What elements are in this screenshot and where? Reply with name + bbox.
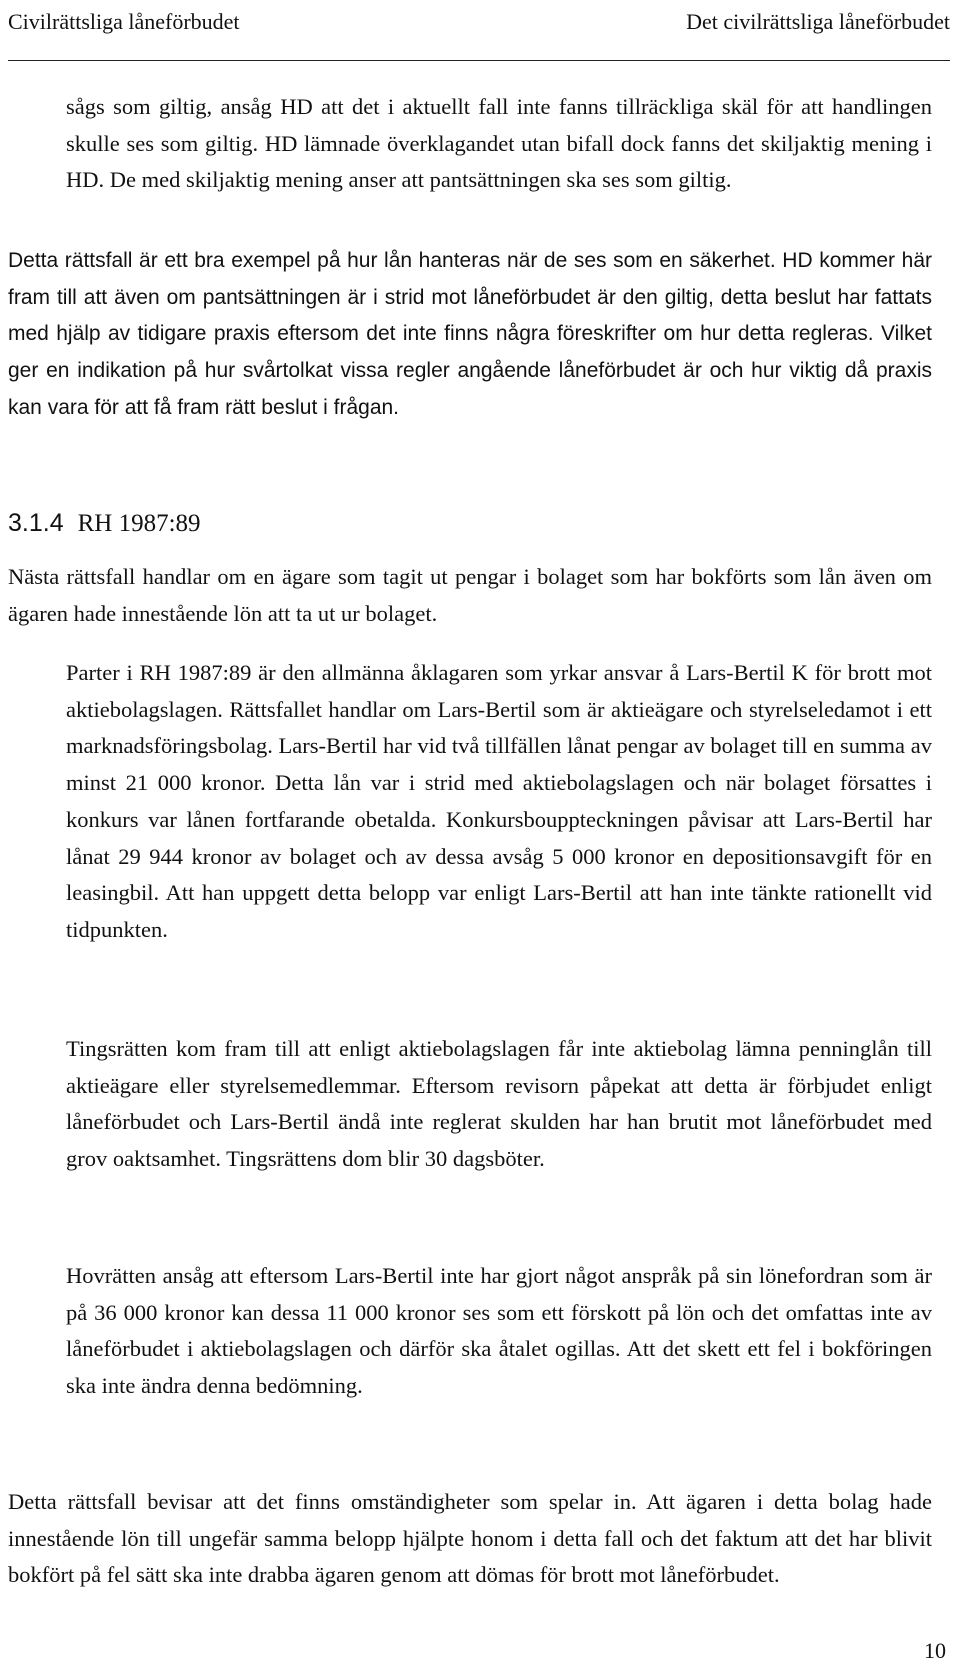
paragraph-district-court: Tingsrätten kom fram till att enligt aktiebolagslagen får inte aktiebolag lämna penninglån till aktieägare eller styrelsemedlemmar. Eftersom revisorn påpekat att detta är förbjudet enligt låneförbudet och Lars-Bertil ändå inte reglerat skulden har han brutit mot låneförbudet med grov oaktsamhet. Tingsrättens dom blir 30 dagsböter. <box>66 1036 932 1172</box>
section-number: 3.1.4 <box>8 509 64 537</box>
paragraph-parties: Parter i RH 1987:89 är den allmänna åklagaren som yrkar ansvar å Lars-Bertil K för brott mot aktiebolagslagen. Rättsfallet handlar om Lars-Bertil som är aktieägare och styrelseledamot i ett marknadsföringsbolag. Lars-Bertil har vid två tillfällen lånat pengar av bolaget till en summa av minst 21 000 kronor. Detta lån var i strid med aktiebolagslagen och när bolaget försattes i konkurs var lånen fortfarande obetalda. Konkursbouppteckningen påvisar att Lars-Bertil har lånat 29 944 kronor av bolaget och av dessa avsåg 5 000 kronor en depositionsavgift för en leasingbil. Att han uppgett detta belopp var enligt Lars-Bertil att han inte tänkte rationellt vid tidpunkten. <box>66 660 932 942</box>
section-title: RH 1987:89 <box>77 510 201 537</box>
header-left-title: Civilrättsliga låneförbudet <box>8 9 240 34</box>
header-right-title: Det civilrättsliga låneförbudet <box>686 9 950 34</box>
section-heading <box>8 505 201 542</box>
paragraph-conclusion: Detta rättsfall bevisar att det finns omständigheter som spelar in. Att ägaren i detta bolag hade innestående lön till ungefär samma belopp hjälpte honom i detta fall och det faktum att det har blivit bokfört på fel sätt ska inte drabba ägaren genom att dömas för brott mot låneförbudet. <box>8 1489 932 1588</box>
paragraph-case-intro: Nästa rättsfall handlar om en ägare som tagit ut pengar i bolaget som har bokförts som lån även om ägaren hade innestående lön att ta ut ur bolaget. <box>8 564 932 626</box>
paragraph-case-analysis: Detta rättsfall är ett bra exempel på hur lån hanteras när de ses som en säkerhet. HD kommer här fram till att även om pantsättningen är i strid mot låneförbudet är den giltig, detta beslut har fattats med hjälp av tidigare praxis eftersom det inte finns några föreskrifter om hur detta regleras. Vilket ger en indikation på hur svårtolkat vissa regler angående låneförbudet är och hur viktig då praxis kan vara för att få fram rätt beslut i frågan. <box>8 249 932 419</box>
page-number: 10 <box>924 1638 946 1663</box>
paragraph-continuation: sågs som giltig, ansåg HD att det i aktuellt fall inte fanns tillräckliga skäl för att handlingen skulle ses som giltig. HD lämnade överklagandet utan bifall dock fanns det skiljaktig mening i HD. De med skiljaktig mening anser att pantsättningen ska ses som giltig. <box>66 94 932 193</box>
paragraph-court-of-appeal: Hovrätten ansåg att eftersom Lars-Bertil inte har gjort något anspråk på sin lönefordran som är på 36 000 kronor kan dessa 11 000 kronor ses som ett förskott på lön och det omfattas inte av låneförbudet i aktiebolagslagen och därför ska åtalet ogillas. Att det skett ett fel i bokföringen ska inte ändra denna bedömning. <box>66 1263 932 1399</box>
header-divider <box>8 60 950 61</box>
page-header <box>8 4 950 40</box>
